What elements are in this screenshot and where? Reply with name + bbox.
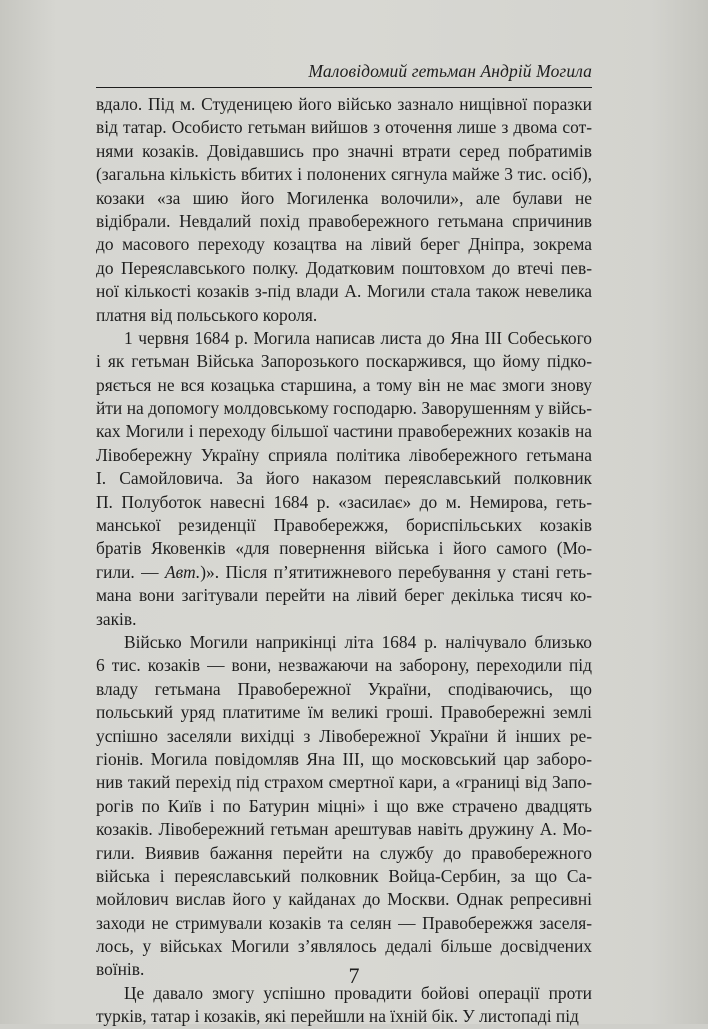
text-line: нив такий перехід під страхом смертної кари, а «границі від Запо-	[96, 772, 592, 793]
text-line: ках Могили і переходу більшої частини правобережних козаків на	[96, 421, 592, 442]
text-line: ної кількості козаків з-під влади А. Могили стала також невелика	[96, 281, 592, 302]
text-line: гили. Виявив бажання перейти на службу до правобережного	[96, 842, 592, 863]
paragraph	[96, 93, 592, 327]
header-rule	[96, 87, 592, 88]
text-line: братів Яковенків «для повернення війська і його самого (Мо-	[96, 538, 592, 559]
text-line: до Переяславського полку. Додатковим поштовхом до втечі пев-	[96, 257, 592, 278]
body-text	[96, 93, 592, 1029]
text-line: мана вони загітували перейти на лівий берег декілька тисяч ко-	[96, 585, 592, 606]
running-head: Маловідомий гетьман Андрій Могила	[308, 61, 592, 81]
text-line: відібрали. Невдалий похід правобережного гетьмана спричинив	[96, 210, 592, 231]
text-line: йти на допомогу молдовському господарю. Заворушенням у війсь-	[96, 398, 592, 419]
text-line: заків.	[96, 608, 137, 629]
text-line: платня від польського короля.	[96, 304, 318, 325]
text-line: воїнів.	[96, 959, 145, 980]
text-line: П. Полуботок навесні 1684 р. «засилає» до м. Немирова, геть-	[96, 491, 592, 512]
text-line: (загальна кількість вбитих і полонених сягнула майже 3 тис. осіб),	[96, 164, 592, 185]
text-line: мойлович вислав його у кайданах до Москви. Однак репресивні	[96, 889, 592, 910]
text-line: козаки «за шию його Могиленка волочили», але булави не	[96, 187, 592, 208]
paragraph	[96, 327, 592, 631]
text-line: лось, у військах Могили з’являлось дедалі більше досвідчених	[96, 936, 592, 957]
text-line: вдало. Під м. Студеницею його військо зазнало нищівної поразки	[96, 94, 592, 114]
paragraph	[96, 631, 592, 982]
text-line: польський уряд платитиме їм великі гроші. Правобережні землі	[96, 702, 592, 723]
text-line: І. Самойловича. За його наказом переяславський полковник	[96, 468, 592, 489]
text-line: владу гетьмана Правобережної України, сподіваючись, що	[96, 678, 592, 699]
text-line: від татар. Особисто гетьман вийшов з оточення лише з двома сот-	[96, 117, 592, 138]
text-line: манської резиденції Правобережжя, бориспільських козаків	[96, 515, 592, 536]
text-line: гіонів. Могила повідомляв Яна III, що московський цар заборо-	[96, 748, 592, 769]
page-number: 7	[348, 963, 360, 988]
text-line: 1 червня 1684 р. Могила написав листа до Яна III Собеського	[124, 327, 592, 348]
text-line: гили. — Авт.)». Після п’ятитижневого перебування у стані геть-	[96, 561, 592, 582]
text-line: Військо Могили наприкінці літа 1684 р. налічувало близько	[124, 631, 592, 652]
text-line: і як гетьман Війська Запорозького поскаржився, що йому підко-	[96, 351, 592, 372]
text-line: заходи не стримували козаків та селян — Правобережжя заселя-	[96, 912, 592, 933]
text-line: Це давало змогу успішно провадити бойові операції проти	[124, 982, 592, 1003]
text-line: 6 тис. козаків — вони, незважаючи на заборону, переходили під	[96, 655, 592, 676]
text-line: до масового переходу козацтва на лівий берег Дніпра, зокрема	[96, 234, 592, 255]
text-line: війська і переяславський полковник Войца-Сербин, за що Са-	[96, 865, 592, 886]
text-line: Лівобережну Україну сприяла політика лівобережного гетьмана	[96, 444, 592, 465]
text-line: успішно заселяли вихідці з Лівобережної України й інших ре-	[96, 725, 592, 746]
text-line: нями козаків. Довідавшись про значні втрати серед побратимів	[96, 140, 592, 161]
text-line: турків, татар і козаків, які перейшли на їхній бік. У листопаді під	[96, 1006, 579, 1027]
text-line: козаків. Лівобережний гетьман арештував навіть дружину А. Мо-	[96, 819, 592, 840]
text-line: рогів по Київ і по Батурин міцні» і що вже страчено двадцять	[96, 795, 592, 816]
text-line: ряється не вся козацька старшина, а тому він не має змоги знову	[96, 374, 592, 395]
